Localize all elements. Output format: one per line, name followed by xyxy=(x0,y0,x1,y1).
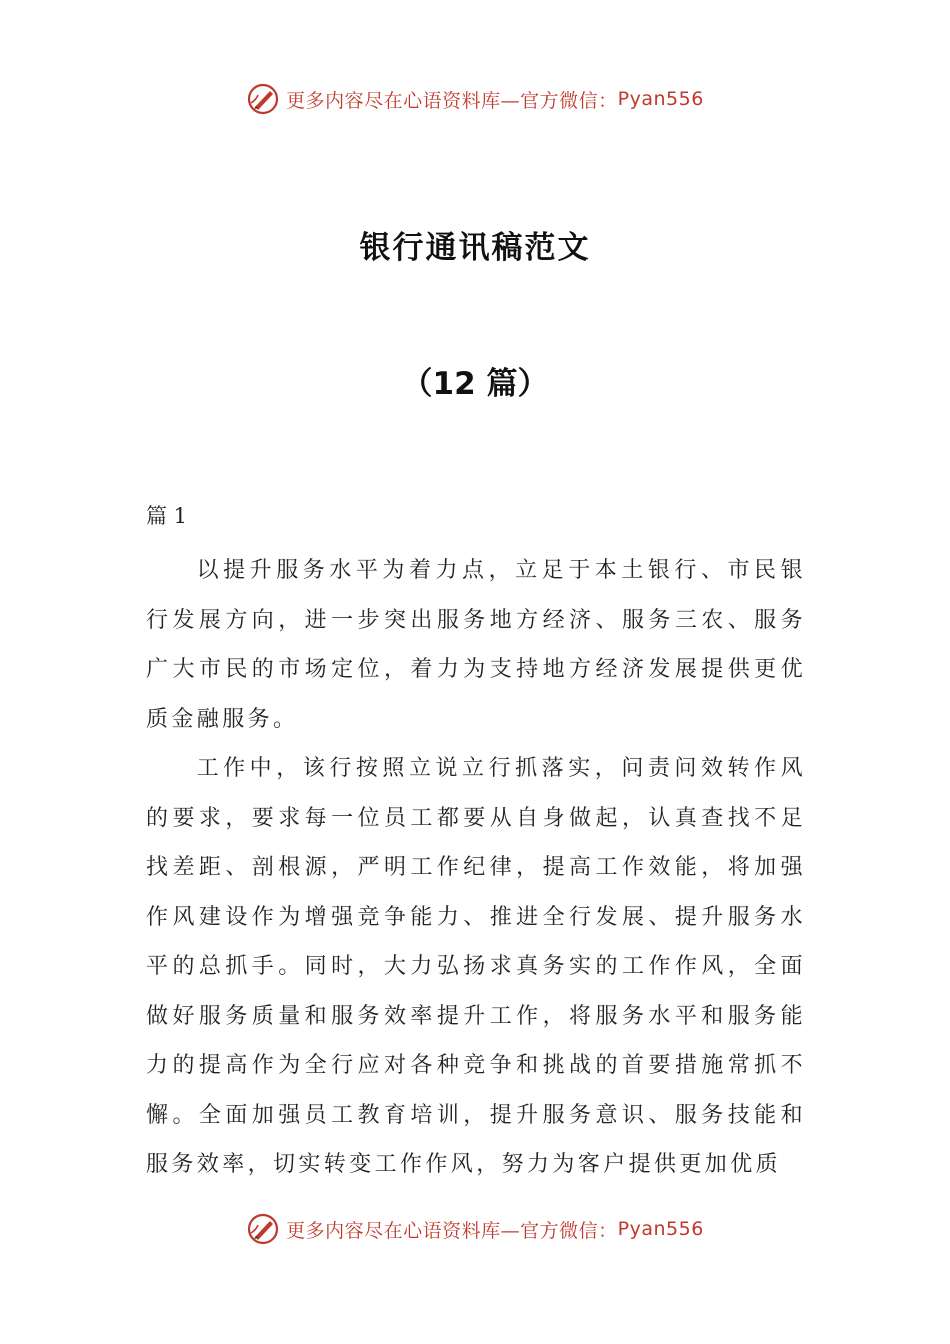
pen-logo-icon xyxy=(246,1212,280,1246)
watermark-text: 更多内容尽在心语资料库—官方微信： xyxy=(286,1219,618,1242)
paragraph: 以提升服务水平为着力点，立足于本土银行、市民银行发展方向，进一步突出服务地方经济、服务三农、服务广大市民的市场定位，着力为支持地方经济发展提供更优质金融服务。 xyxy=(146,558,806,732)
document-subtitle: （12 篇） xyxy=(401,366,549,402)
section-label: 篇 1 xyxy=(146,504,188,528)
paragraph: 工作中，该行按照立说立行抓落实，问责问效转作风的要求，要求每一位员工都要从自身做起，认真查找不足找差距、剖根源，严明工作纪律，提高工作效能，将加强作风建设作为增强竞争能力、推进全行发展、提升服务水平的总抓手。同时，大力弘扬求真务实的工作作风，全面做好服务质量和服务效率提升工作，将服务水平和服务能力的提高作为全行应对各种竞争和挑战的首要措施常抓不懈。全面加强员工教育培训，提升服务意识、服务技能和服务效率，切实转变工作作风，努力为客户提供更加优质 xyxy=(146,756,806,1177)
watermark-wechat-id: Pyan556 xyxy=(617,1218,704,1240)
pen-logo-icon xyxy=(246,82,280,116)
header-watermark xyxy=(0,82,950,116)
body-text xyxy=(146,546,806,1190)
document-title: 银行通讯稿范文 xyxy=(359,230,591,266)
watermark-wechat-id: Pyan556 xyxy=(617,88,704,110)
footer-watermark xyxy=(0,1212,950,1246)
watermark-text: 更多内容尽在心语资料库—官方微信： xyxy=(286,89,618,112)
